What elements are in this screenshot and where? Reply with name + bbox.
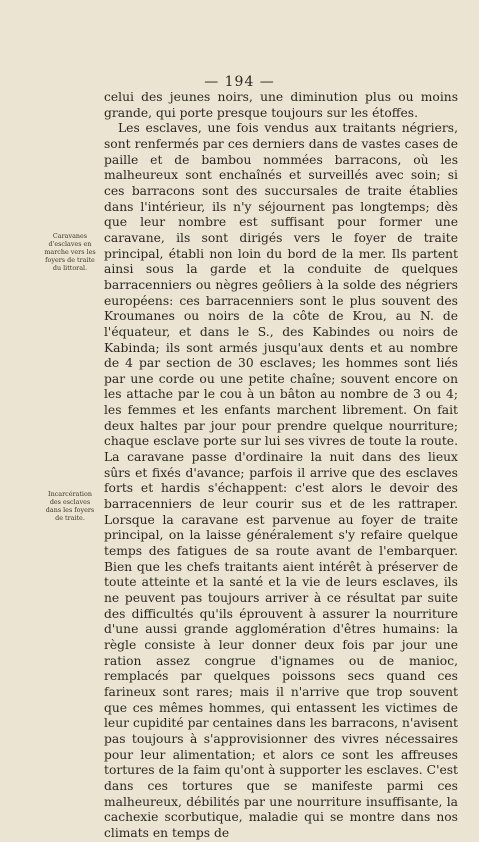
page-number: — 194 —	[204, 74, 275, 90]
body-text	[104, 90, 458, 842]
paragraph-main: Les esclaves, une fois vendus aux traitants négriers, sont renfermés par ces derniers dans de vastes cases de paille et de bambou nommées barracons, où les malheureux sont enchaînés et surveillés avec soin; si ces barracons sont des succursales de traite établies dans l'intérieur, ils n'y séjournent pas longtemps; dès que leur nombre est suffisant pour former une caravane, ils sont dirigés vers le foyer de traite principal, établi non loin du bord de la mer. Ils partent ainsi sous la garde et la conduite de quelques barracenniers ou nègres geôliers à la solde des négriers européens: ces barracenniers sont le plus souvent des Kroumanes ou noirs de la côte de Krou, au N. de l'équateur, et dans le S., des Kabindes ou noirs de Kabinda; ils sont armés jusqu'aux dents et au nombre de 4 par section de 30 esclaves; les hommes sont liés par une corde ou une petite chaîne; souvent encore on les attache par le cou à un bâton au nombre de 3 ou 4; les femmes et les enfants marchent librement. On fait deux haltes par jour pour prendre quelque nourriture; chaque esclave porte sur lui ses vivres de toute la route. La caravane passe d'ordinaire la nuit dans des lieux sûrs et fixés d'avance; parfois il arrive que des esclaves forts et hardis s'échappent: c'est alors le devoir des barracenniers de leur courir sus et de les rattraper. Lorsque la caravane est parvenue au foyer de traite principal, on la laisse généralement s'y refaire quelque temps des fatigues de sa route avant de l'embarquer. Bien que les chefs traitants aient intérêt à préserver de toute atteinte et la santé et la vie de leurs esclaves, ils ne peuvent pas toujours arriver à ce résultat par suite des difficultés qu'ils éprouvent à assurer la nourriture d'une aussi grande agglomération d'êtres humains: la règle consiste à leur donner deux fois par jour une ration assez congrue d'ignames ou de manioc, remplacés par quelques poissons secs quand ces farineux sont rares; mais il n'arrive que trop souvent que ces mêmes hommes, qui entassent les victimes de leur cupidité par centaines dans les barracons, n'avisent pas toujours à s'approvisionner des vivres nécessaires pour leur alimentation; et alors ce sont les affreuses tortures de la faim qu'ont à supporter les esclaves. C'est dans ces tortures que se manifeste parmi ces malheureux, débilités par une nourriture insuffisante, la cachexie scorbutique, maladie qui se montre dans nos climats en temps de	[104, 121, 458, 840]
paragraph-continuation: celui des jeunes noirs, une diminution plus ou moins grande, qui porte presque toujours sur les étoffes.	[104, 90, 458, 120]
sidenote-incarceration: Incarcération des esclaves dans les foyers de traite.	[45, 490, 95, 522]
sidenote-caravanes: Caravanes d'esclaves en marche vers les foyers de traite du littoral.	[44, 232, 96, 272]
